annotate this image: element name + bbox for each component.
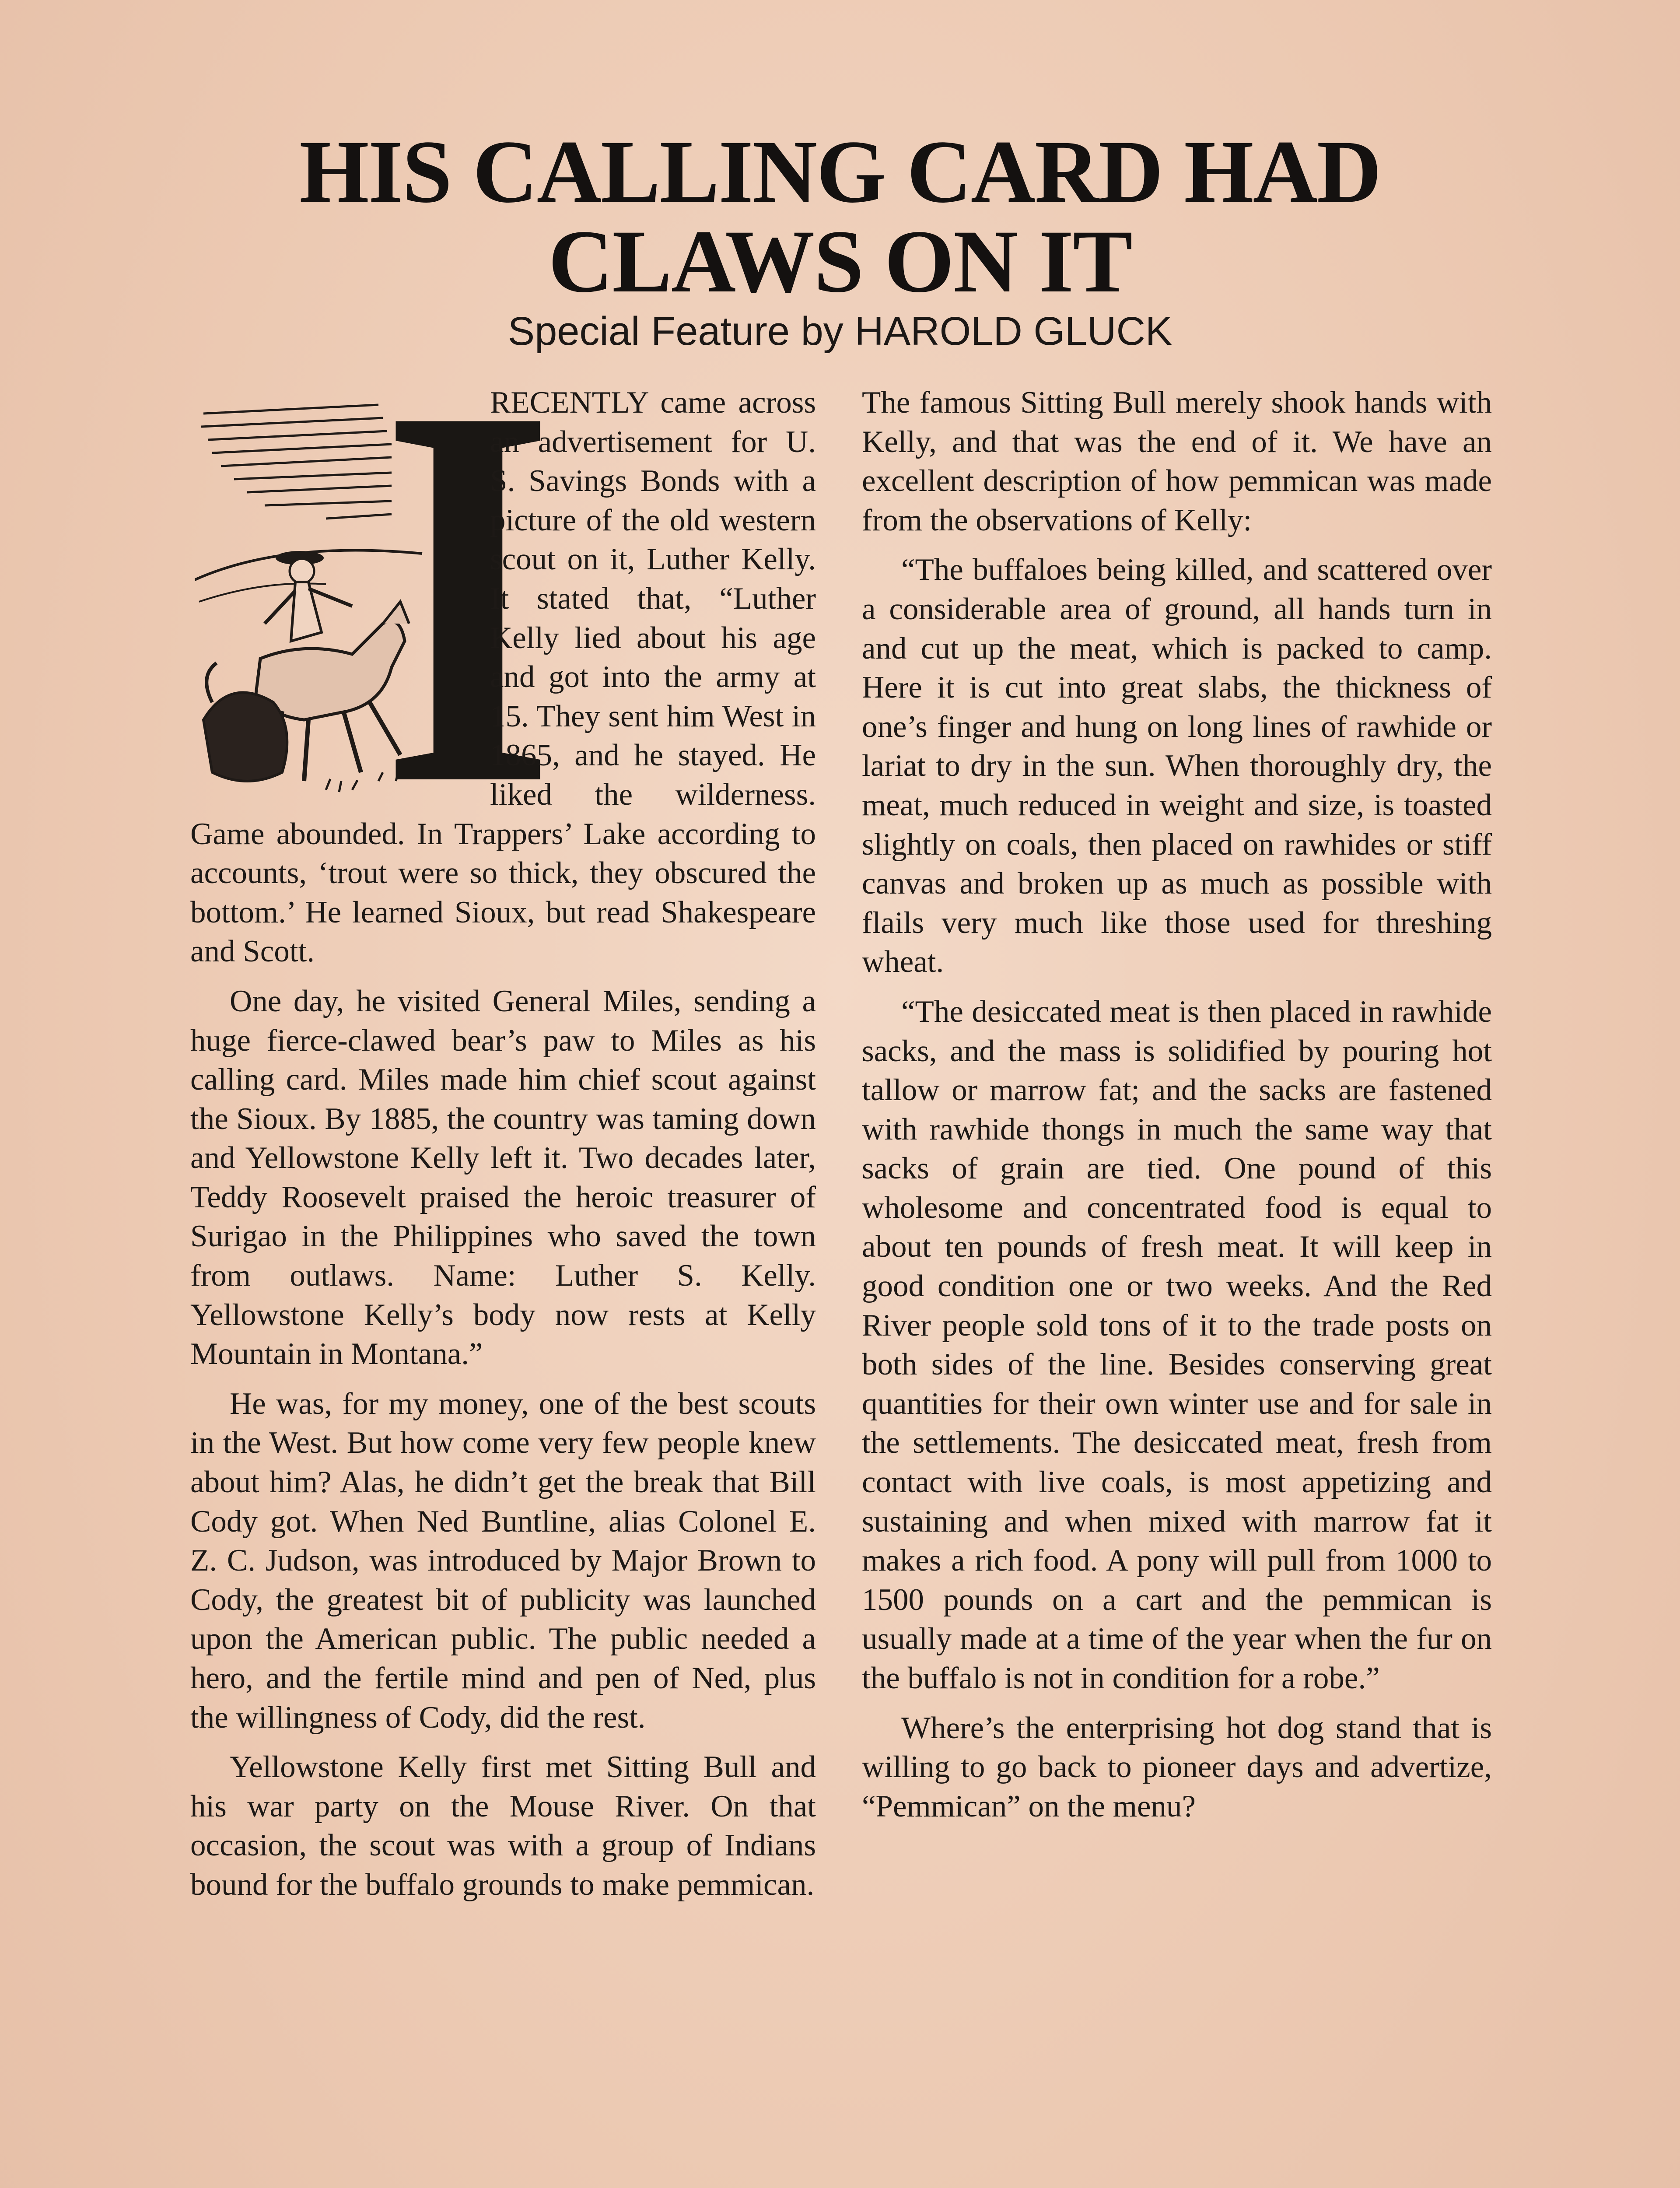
title-line-1: HIS CALLING CARD HAD [299, 122, 1381, 221]
article-column-left [190, 292, 816, 1905]
paragraph-6: “The buffaloes being killed, and scattered over a considerable area of ground, all hands turn in and cut up the meat, which is packed to camp. Here it is cut into great slabs, the thickness of one’s finger and hung on long lines of rawhide or lariat to dry in the sun. When thoroughly dry, the meat, much reduced in weight and size, is toasted slightly on coals, then placed on rawhides or stiff canvas and broken up as much as possible with flails very much like those used for threshing wheat. [862, 553, 1492, 979]
article-title [131, 122, 1549, 311]
paragraph-4: Yellowstone Kelly first met Sitting Bull and his war party on the Mouse River. On that occasion, the scout was with a group of Indians bound for the buffalo grounds to make pemmican. [190, 1750, 816, 1902]
article-column-right [862, 383, 1492, 1826]
illustration-spacer [190, 383, 481, 784]
paragraph-7: “The desiccated meat is then placed in rawhide sacks, and the mass is solidified by pouring hot tallow or marrow fat; and the sacks are fastened with rawhide thongs in much the same way that sacks of grain are tied. One pound of this wholesome and concentrated food is equal to about ten pounds of fresh meat. It will keep in good condition one or two weeks. And the Red River people sold tons of it to the trade posts on both sides of the line. Besides conserving great quantities for their own winter use and for sale in the settlements. The desiccated meat, fresh from contact with live coals, is most appetizing and sustaining and when mixed with marrow fat it makes a rich food. A pony will pull from 1000 to 1500 pounds on a cart and the pemmican is usually made at a time of the year when the fur on the buffalo is not in condition for a robe.” [862, 994, 1492, 1695]
article-byline: Special Feature by HAROLD GLUCK [508, 309, 1172, 354]
paragraph-8: Where’s the enterprising hot dog stand that is willing to go back to pioneer days and advertize, “Pemmican” on the menu? [862, 1711, 1492, 1823]
paragraph-1: RECENTLY came across an advertisement for U. S. Savings Bonds with a picture of the old western scout on it, Luther Kelly. It stated that, “Luther Kelly lied about his age and got into the army at 15. They sent him West in 1865, and he stayed. He liked the wilderness. Game abounded. In Trappers’ Lake according to accounts, ‘trout were so thick, they obscured the bottom.’ He learned Sioux, but read Shakespeare and Scott. [190, 386, 816, 969]
title-line-2: CLAWS ON IT [548, 212, 1132, 311]
paragraph-2: One day, he visited General Miles, sending a huge fierce-clawed bear’s paw to Miles as his calling card. Miles made him chief scout against the Sioux. By 1885, the country was taming down and Yellowstone Kelly left it. Two decades later, Teddy Roosevelt praised the heroic treasurer of Surigao in the Philippines who saved the town from outlaws. Name: Luther S. Kelly. Yellowstone Kelly’s body now rests at Kelly Mountain in Montana.” [190, 984, 816, 1371]
drop-cap-letter: I [381, 292, 555, 898]
paragraph-3: He was, for my money, one of the best scouts in the West. But how come very few people knew about him? Alas, he didn’t get the break that Bill Cody got. When Ned Buntline, alias Colonel E. Z. C. Judson, was introduced by Major Brown to Cody, the greatest bit of publicity was launched upon the American public. The public needed a hero, and the fertile mind and pen of Ned, plus the willingness of Cody, did the rest. [190, 1386, 816, 1735]
paragraph-5: The famous Sitting Bull merely shook hands with Kelly, and that was the end of it. We have an excellent description of how pemmican was made from the observations of Kelly: [862, 386, 1492, 537]
